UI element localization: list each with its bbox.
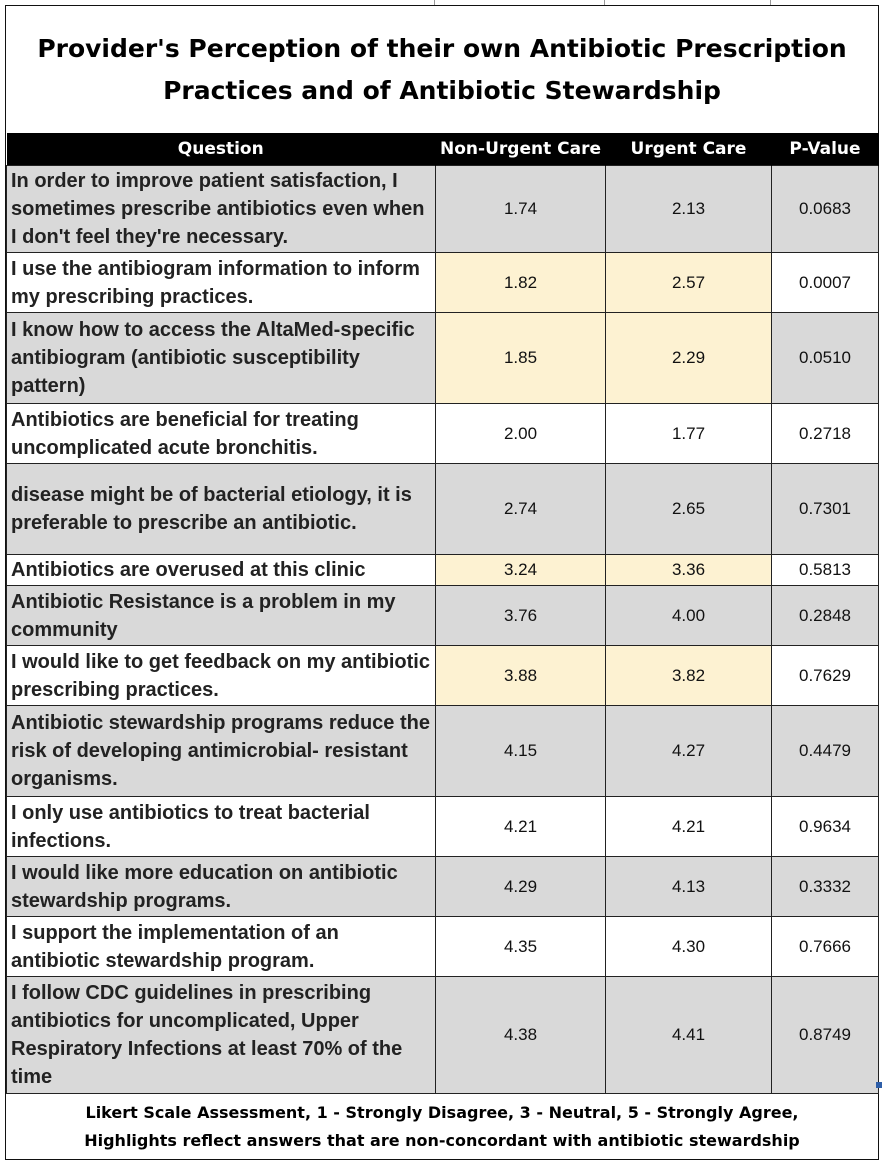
title-line-1: Provider's Perception of their own Antibiotic Prescription bbox=[37, 33, 847, 63]
urgent-value: 4.00 bbox=[606, 586, 772, 646]
footer-line-2: Highlights reflect answers that are non-concordant with antibiotic stewardship bbox=[84, 1131, 800, 1150]
header-urgent-care: Urgent Care bbox=[606, 133, 772, 166]
non-urgent-value: 4.15 bbox=[436, 706, 606, 797]
spreadsheet-sheet bbox=[5, 5, 879, 1160]
non-urgent-value: 4.38 bbox=[436, 977, 606, 1094]
non-urgent-value: 3.24 bbox=[436, 555, 606, 586]
p-value: 0.0683 bbox=[772, 166, 879, 253]
results-table bbox=[6, 133, 879, 1094]
question-cell: I would like to get feedback on my antibiotic prescribing practices. bbox=[7, 646, 436, 706]
question-cell: I know how to access the AltaMed-specific antibiogram (antibiotic susceptibility pattern) bbox=[7, 313, 436, 404]
page-title bbox=[6, 6, 878, 133]
p-value: 0.4479 bbox=[772, 706, 879, 797]
fill-handle[interactable] bbox=[876, 1082, 882, 1088]
table-row bbox=[7, 313, 879, 404]
p-value: 0.8749 bbox=[772, 977, 879, 1094]
p-value: 0.7629 bbox=[772, 646, 879, 706]
question-cell: Antibiotics are beneficial for treating uncomplicated acute bronchitis. bbox=[7, 404, 436, 464]
table-row bbox=[7, 166, 879, 253]
header-question: Question bbox=[7, 133, 436, 166]
urgent-value: 4.21 bbox=[606, 797, 772, 857]
urgent-value: 2.29 bbox=[606, 313, 772, 404]
p-value: 0.7666 bbox=[772, 917, 879, 977]
urgent-value: 2.57 bbox=[606, 253, 772, 313]
table-row bbox=[7, 253, 879, 313]
table-row bbox=[7, 857, 879, 917]
header-row bbox=[7, 133, 879, 166]
question-cell: disease might be of bacterial etiology, it is preferable to prescribe an antibiotic. bbox=[7, 464, 436, 555]
urgent-value: 4.30 bbox=[606, 917, 772, 977]
p-value: 0.7301 bbox=[772, 464, 879, 555]
question-cell: I only use antibiotics to treat bacterial infections. bbox=[7, 797, 436, 857]
urgent-value: 3.82 bbox=[606, 646, 772, 706]
table-row bbox=[7, 464, 879, 555]
urgent-value: 2.65 bbox=[606, 464, 772, 555]
table-row bbox=[7, 404, 879, 464]
non-urgent-value: 1.74 bbox=[436, 166, 606, 253]
header-p-value: P-Value bbox=[772, 133, 879, 166]
p-value: 0.2718 bbox=[772, 404, 879, 464]
urgent-value: 4.27 bbox=[606, 706, 772, 797]
non-urgent-value: 4.29 bbox=[436, 857, 606, 917]
question-cell: I would like more education on antibiotic stewardship programs. bbox=[7, 857, 436, 917]
table-row bbox=[7, 917, 879, 977]
urgent-value: 4.13 bbox=[606, 857, 772, 917]
table-row bbox=[7, 977, 879, 1094]
non-urgent-value: 1.82 bbox=[436, 253, 606, 313]
p-value: 0.9634 bbox=[772, 797, 879, 857]
urgent-value: 4.41 bbox=[606, 977, 772, 1094]
question-cell: Antibiotic Resistance is a problem in my community bbox=[7, 586, 436, 646]
question-cell: In order to improve patient satisfaction, I sometimes prescribe antibiotics even when I don't feel they're necessary. bbox=[7, 166, 436, 253]
table-row bbox=[7, 706, 879, 797]
table-row bbox=[7, 646, 879, 706]
table-row bbox=[7, 797, 879, 857]
non-urgent-value: 1.85 bbox=[436, 313, 606, 404]
table-row bbox=[7, 586, 879, 646]
question-cell: I follow CDC guidelines in prescribing antibiotics for uncomplicated, Upper Respiratory Infections at least 70% of the time bbox=[7, 977, 436, 1094]
p-value: 0.0007 bbox=[772, 253, 879, 313]
non-urgent-value: 2.74 bbox=[436, 464, 606, 555]
p-value: 0.3332 bbox=[772, 857, 879, 917]
urgent-value: 1.77 bbox=[606, 404, 772, 464]
table-row bbox=[7, 555, 879, 586]
footer-note bbox=[6, 1095, 878, 1159]
question-cell: I support the implementation of an antibiotic stewardship program. bbox=[7, 917, 436, 977]
footer-line-1: Likert Scale Assessment, 1 - Strongly Disagree, 3 - Neutral, 5 - Strongly Agree, bbox=[85, 1103, 799, 1122]
question-cell: I use the antibiogram information to inform my prescribing practices. bbox=[7, 253, 436, 313]
non-urgent-value: 4.35 bbox=[436, 917, 606, 977]
p-value: 0.0510 bbox=[772, 313, 879, 404]
p-value: 0.5813 bbox=[772, 555, 879, 586]
table-body bbox=[7, 166, 879, 1094]
title-line-2: Practices and of Antibiotic Stewardship bbox=[163, 75, 721, 105]
non-urgent-value: 3.88 bbox=[436, 646, 606, 706]
p-value: 0.2848 bbox=[772, 586, 879, 646]
non-urgent-value: 4.21 bbox=[436, 797, 606, 857]
question-cell: Antibiotics are overused at this clinic bbox=[7, 555, 436, 586]
non-urgent-value: 2.00 bbox=[436, 404, 606, 464]
question-cell: Antibiotic stewardship programs reduce the risk of developing antimicrobial- resistant organisms. bbox=[7, 706, 436, 797]
urgent-value: 3.36 bbox=[606, 555, 772, 586]
header-non-urgent-care: Non-Urgent Care bbox=[436, 133, 606, 166]
urgent-value: 2.13 bbox=[606, 166, 772, 253]
non-urgent-value: 3.76 bbox=[436, 586, 606, 646]
